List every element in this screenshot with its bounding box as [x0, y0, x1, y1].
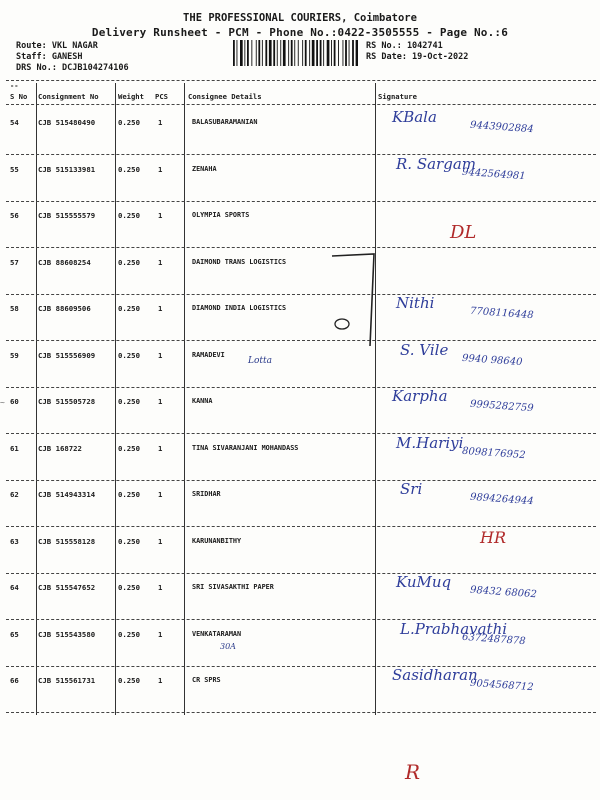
barcode-bar	[258, 40, 260, 66]
row-consignment: CJB 515505728	[38, 397, 96, 406]
row-consignment: CJB 515556909	[38, 350, 96, 360]
row-weight: 0.250	[118, 676, 140, 685]
column-divider	[115, 83, 116, 715]
barcode-bar	[262, 40, 263, 66]
row-sno: 64	[10, 583, 19, 592]
drs-number: DRS No.: DCJB104274106	[16, 63, 129, 73]
barcode-bar	[316, 40, 318, 66]
signature-phone: 9940 98640	[461, 352, 523, 368]
row-consignee: BALASUBARAMANIAN	[192, 118, 258, 126]
barcode-image	[232, 40, 358, 66]
row-pcs: 1	[158, 397, 163, 406]
barcode-bar	[343, 40, 344, 66]
company-title: THE PROFESSIONAL COURIERS, Coimbatore	[183, 12, 417, 24]
row-weight: 0.250	[118, 118, 140, 127]
barcode-bar	[305, 40, 307, 66]
column-divider	[184, 83, 185, 715]
row-sno: 58	[10, 304, 19, 313]
barcode-bar	[273, 40, 275, 66]
col-pcs-header: PCS	[155, 92, 168, 101]
row-pcs: 1	[158, 676, 163, 685]
row-consignee: RAMADEVI	[192, 350, 225, 359]
header-bottom-rule	[6, 104, 596, 105]
row-sno: 54	[10, 118, 19, 127]
route-text: Route: VKL NAGAR	[16, 41, 98, 51]
signature-phone: 7708116448	[469, 305, 534, 322]
barcode-bar	[349, 40, 350, 66]
signature-phone: 9442564981	[461, 166, 526, 182]
note-30a: 30A	[220, 642, 236, 651]
row-weight: 0.250	[118, 443, 140, 453]
signature-handwriting: Sri	[400, 480, 423, 498]
signature-phone: 9443902884	[469, 119, 534, 136]
col-sno-header: S No	[10, 92, 28, 101]
dash-marker: --	[10, 82, 19, 90]
row-consignment: CJB 515543580	[38, 629, 96, 639]
row-consignee: ZENAHA	[192, 164, 217, 173]
signature-phone: 6372487878	[461, 631, 526, 647]
barcode-bar	[269, 40, 272, 66]
staff-text: Staff: GANESH	[16, 52, 83, 62]
row-consignee: DIAMOND INDIA LOGISTICS	[192, 304, 287, 312]
row-separator	[6, 712, 596, 713]
row-consignee: VENKATARAMAN	[192, 629, 242, 638]
row-separator	[6, 387, 596, 388]
row-pcs: 1	[158, 629, 163, 639]
barcode-bar	[294, 40, 295, 66]
barcode-bar	[356, 40, 358, 66]
signature-handwriting: R. Sargam	[396, 154, 476, 173]
signature-phone: 9995282759	[469, 398, 534, 415]
hr-mark: HR	[480, 528, 506, 547]
row-separator	[6, 340, 596, 341]
column-divider	[375, 83, 376, 715]
row-sno: 63	[10, 536, 19, 546]
runsheet-info-right	[366, 41, 468, 63]
row-consignment: CJB 168722	[38, 443, 82, 453]
barcode-bar	[338, 40, 339, 66]
row-consignment: CJB 88609506	[38, 304, 91, 313]
signature-phone: 9054568712	[469, 677, 534, 694]
row-separator	[6, 526, 596, 527]
row-separator	[6, 480, 596, 481]
signature-handwriting: L.Prabhavathi	[400, 619, 508, 638]
row-weight: 0.250	[118, 583, 140, 592]
row-separator	[6, 573, 596, 574]
row-separator	[6, 247, 596, 248]
row-weight: 0.250	[118, 397, 140, 406]
signature-handwriting: Sasidharan	[392, 666, 478, 684]
row-sno: 66	[10, 676, 19, 685]
row-separator	[6, 201, 596, 202]
row-sno: 56	[10, 211, 19, 220]
barcode-bar	[251, 40, 252, 66]
barcode-bar	[323, 40, 324, 66]
barcode-bar	[320, 40, 322, 66]
row-sno: 61	[10, 443, 19, 453]
barcode-bar	[233, 40, 235, 66]
barcode-bar	[345, 40, 347, 66]
signature-handwriting: Nithi	[396, 294, 435, 312]
row-consignee: KANNA	[192, 397, 213, 405]
signature-phone: 98432 68062	[469, 584, 538, 601]
barcode-bar	[327, 40, 330, 66]
col-weight-header: Weight	[118, 92, 144, 101]
row-sno: 62	[10, 490, 19, 499]
row-sno: 60	[10, 397, 19, 406]
row-pcs: 1	[158, 583, 163, 592]
barcode-bar	[244, 40, 245, 66]
row-consignment: CJB 515555579	[38, 211, 96, 220]
rs-date: RS Date: 19-Oct-2022	[366, 52, 469, 62]
row-weight: 0.250	[118, 350, 140, 360]
row-weight: 0.250	[118, 164, 140, 174]
row-separator	[6, 666, 596, 667]
row-weight: 0.250	[118, 536, 140, 546]
row-consignee: OLYMPIA SPORTS	[192, 211, 250, 219]
barcode-bar	[283, 40, 286, 66]
barcode-bar	[247, 40, 249, 66]
barcode-bar	[312, 40, 315, 66]
signature-phone: 8098176952	[461, 445, 526, 461]
row-consignment: CJB 515547652	[38, 583, 96, 592]
bottom-red-mark: R	[405, 760, 421, 784]
rs-number: RS No.: 1042741	[366, 41, 443, 51]
header-top-rule	[6, 80, 596, 81]
barcode-bar	[334, 40, 336, 66]
row-pcs: 1	[158, 257, 163, 267]
barcode-bar	[256, 40, 257, 66]
row-consignment: CJB 515133981	[38, 164, 96, 174]
row-weight: 0.250	[118, 211, 140, 220]
row-weight: 0.250	[118, 257, 140, 267]
margin-tick: ~	[0, 398, 5, 407]
row-weight: 0.250	[118, 629, 140, 639]
barcode-bar	[277, 40, 278, 66]
signature-handwriting: S. Vile	[400, 340, 449, 359]
row-sno: 59	[10, 350, 19, 360]
row-pcs: 1	[158, 536, 163, 546]
row-pcs: 1	[158, 211, 163, 220]
row-pcs: 1	[158, 350, 163, 360]
row-consignee: TINA SIVARANJANI MOHANDASS	[192, 443, 299, 452]
row-consignment: CJB 515480490	[38, 118, 96, 127]
row-separator	[6, 294, 596, 295]
barcode-bar	[331, 40, 332, 66]
col-consignee-header: Consignee Details	[188, 92, 262, 101]
row-pcs: 1	[158, 490, 163, 499]
row-pcs: 1	[158, 443, 163, 453]
row-consignment: CJB 515558128	[38, 536, 96, 546]
barcode-bar	[309, 40, 310, 66]
barcode-bar	[288, 40, 289, 66]
row-consignee: SRIDHAR	[192, 490, 221, 498]
row-consignment: CJB 514943314	[38, 490, 96, 499]
row-pcs: 1	[158, 164, 163, 174]
dl-mark: DL	[450, 222, 477, 243]
row-consignee: DAIMOND TRANS LOGISTICS	[192, 257, 287, 266]
row-separator	[6, 619, 596, 620]
row-pcs: 1	[158, 118, 163, 127]
col-consignment-header: Consignment No	[38, 92, 99, 101]
signature-handwriting: M.Hariyi	[396, 433, 464, 452]
lotta-note: Lotta	[248, 356, 272, 366]
barcode-bar	[237, 40, 238, 66]
row-pcs: 1	[158, 304, 163, 313]
runsheet-info-left	[16, 41, 129, 74]
barcode-bar	[265, 40, 267, 66]
row-weight: 0.250	[118, 304, 140, 313]
barcode-bar	[352, 40, 354, 66]
signature-handwriting: Karpha	[392, 387, 448, 405]
runsheet-subtitle: Delivery Runsheet - PCM - Phone No.:0422-3505555 - Page No.:6	[91, 26, 509, 39]
row-sno: 65	[10, 629, 19, 639]
pen-bracket-mark	[330, 250, 380, 350]
column-divider	[36, 83, 37, 715]
row-sno: 55	[10, 164, 19, 174]
signature-handwriting: KuMuq	[396, 573, 452, 591]
barcode-bar	[291, 40, 293, 66]
col-signature-header: Signature	[378, 92, 417, 101]
row-weight: 0.250	[118, 490, 140, 499]
barcode-bar	[302, 40, 303, 66]
row-consignment: CJB 515561731	[38, 676, 96, 685]
row-consignee: KARUNANBITHY	[192, 536, 242, 545]
signature-phone: 9894264944	[469, 491, 534, 508]
barcode-bar	[298, 40, 299, 66]
signature-handwriting: KBala	[392, 108, 437, 126]
row-consignment: CJB 88608254	[38, 257, 91, 267]
row-separator	[6, 433, 596, 434]
row-consignee: CR SPRS	[192, 676, 221, 684]
barcode-bar	[280, 40, 281, 66]
row-separator	[6, 154, 596, 155]
barcode-bar	[240, 40, 243, 66]
row-sno: 57	[10, 257, 19, 267]
row-consignee: SRI SIVASAKTHI PAPER	[192, 583, 274, 591]
